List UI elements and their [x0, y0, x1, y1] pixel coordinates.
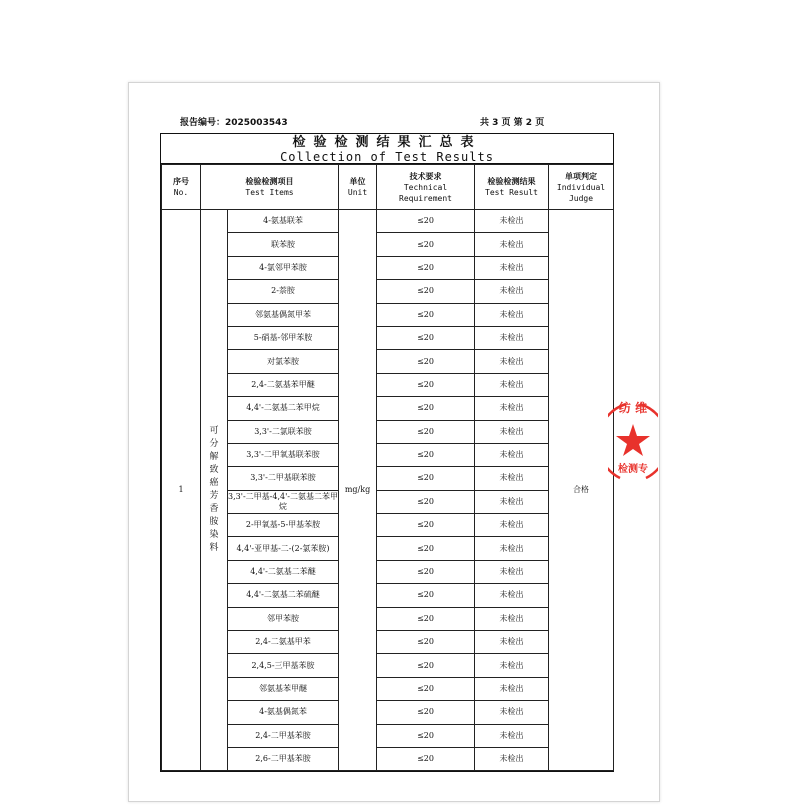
- result-cell: 未检出: [475, 373, 549, 396]
- table-row: [162, 326, 614, 349]
- table-row: [162, 677, 614, 700]
- table-row: [162, 280, 614, 303]
- table-row: [162, 724, 614, 747]
- requirement-cell: ≤20: [377, 677, 475, 700]
- test-item: 邻氨基苯甲醚: [228, 677, 339, 700]
- test-item: 4-氨基偶氮苯: [228, 701, 339, 724]
- table-row: [162, 607, 614, 630]
- result-cell: 未检出: [475, 607, 549, 630]
- test-item: 邻甲苯胺: [228, 607, 339, 630]
- test-item: 4,4'-二氨基二苯醚: [228, 560, 339, 583]
- requirement-cell: ≤20: [377, 560, 475, 583]
- test-item: 4-氯邻甲苯胺: [228, 256, 339, 279]
- header-row: [162, 165, 614, 210]
- result-cell: 未检出: [475, 490, 549, 513]
- result-cell: 未检出: [475, 537, 549, 560]
- requirement-cell: ≤20: [377, 584, 475, 607]
- result-cell: 未检出: [475, 560, 549, 583]
- col-requirement: 技术要求 Technical Requirement: [377, 165, 475, 210]
- result-cell: 未检出: [475, 747, 549, 770]
- table-row: [162, 537, 614, 560]
- table-row: [162, 654, 614, 677]
- test-item: 3,3'-二甲氧基联苯胺: [228, 443, 339, 466]
- table-title: [161, 134, 613, 164]
- col-result: 检验检测结果 Test Result: [475, 165, 549, 210]
- result-cell: 未检出: [475, 420, 549, 443]
- table-row: [162, 420, 614, 443]
- test-item: 2-甲氧基-5-甲基苯胺: [228, 514, 339, 537]
- judge-cell: 合格: [549, 210, 614, 771]
- svg-text:检测专: 检测专: [618, 464, 648, 475]
- table-title-cn: 检验检测结果汇总表: [292, 135, 482, 150]
- table-row: [162, 210, 614, 233]
- test-item: 2,4-二甲基苯胺: [228, 724, 339, 747]
- table-row: [162, 397, 614, 420]
- requirement-cell: ≤20: [377, 724, 475, 747]
- result-cell: 未检出: [475, 724, 549, 747]
- table-row: [162, 560, 614, 583]
- table-row: [162, 631, 614, 654]
- group-number: 1: [162, 210, 201, 771]
- table-row: [162, 514, 614, 537]
- table-row: [162, 701, 614, 724]
- svg-text:纺 维: 纺 维: [618, 401, 648, 415]
- result-cell: 未检出: [475, 584, 549, 607]
- result-cell: 未检出: [475, 326, 549, 349]
- table-row: [162, 350, 614, 373]
- table-row: [162, 256, 614, 279]
- test-item: 邻氨基偶氮甲苯: [228, 303, 339, 326]
- result-cell: 未检出: [475, 233, 549, 256]
- test-item: 3,3'-二甲基-4,4'-二氨基二苯甲烷: [228, 490, 339, 513]
- table-row: [162, 373, 614, 396]
- requirement-cell: ≤20: [377, 233, 475, 256]
- result-cell: 未检出: [475, 303, 549, 326]
- test-item: 3,3'-二甲基联苯胺: [228, 467, 339, 490]
- report-number: 报告编号：2025003543: [180, 118, 288, 128]
- result-cell: 未检出: [475, 256, 549, 279]
- requirement-cell: ≤20: [377, 747, 475, 770]
- requirement-cell: ≤20: [377, 280, 475, 303]
- table-row: [162, 303, 614, 326]
- result-cell: 未检出: [475, 443, 549, 466]
- test-item: 4,4'-亚甲基-二-(2-氯苯胺): [228, 537, 339, 560]
- result-cell: 未检出: [475, 210, 549, 233]
- test-item: 2,6-二甲基苯胺: [228, 747, 339, 770]
- col-items: 检验检测项目 Test Items: [201, 165, 339, 210]
- requirement-cell: ≤20: [377, 397, 475, 420]
- test-item: 对氯苯胺: [228, 350, 339, 373]
- official-seal: [608, 392, 658, 492]
- result-cell: 未检出: [475, 631, 549, 654]
- requirement-cell: ≤20: [377, 607, 475, 630]
- test-item: 4,4'-二氨基二苯硫醚: [228, 584, 339, 607]
- requirement-cell: ≤20: [377, 701, 475, 724]
- test-item: 3,3'-二氯联苯胺: [228, 420, 339, 443]
- requirement-cell: ≤20: [377, 631, 475, 654]
- col-judge: 单项判定 Individual Judge: [549, 165, 614, 210]
- test-item: 联苯胺: [228, 233, 339, 256]
- result-cell: 未检出: [475, 350, 549, 373]
- table-row: [162, 584, 614, 607]
- result-cell: 未检出: [475, 467, 549, 490]
- page-count: 共 3 页 第 2 页: [480, 118, 545, 128]
- category-label: 可分解致癌芳香胺染料: [209, 426, 219, 554]
- result-cell: 未检出: [475, 397, 549, 420]
- test-item: 5-硝基-邻甲苯胺: [228, 326, 339, 349]
- result-cell: 未检出: [475, 701, 549, 724]
- test-item: 2-萘胺: [228, 280, 339, 303]
- requirement-cell: ≤20: [377, 654, 475, 677]
- category-cell: [201, 210, 228, 771]
- test-item: 4,4'-二氨基二苯甲烷: [228, 397, 339, 420]
- requirement-cell: ≤20: [377, 490, 475, 513]
- requirement-cell: ≤20: [377, 514, 475, 537]
- col-unit: 单位 Unit: [339, 165, 377, 210]
- table-row: [162, 467, 614, 490]
- requirement-cell: ≤20: [377, 420, 475, 443]
- requirement-cell: ≤20: [377, 467, 475, 490]
- test-item: 4-氨基联苯: [228, 210, 339, 233]
- table-row: [162, 490, 614, 513]
- result-cell: 未检出: [475, 514, 549, 537]
- table-row: [162, 443, 614, 466]
- requirement-cell: ≤20: [377, 443, 475, 466]
- requirement-cell: ≤20: [377, 303, 475, 326]
- result-cell: 未检出: [475, 654, 549, 677]
- requirement-cell: ≤20: [377, 326, 475, 349]
- requirement-cell: ≤20: [377, 210, 475, 233]
- table-row: [162, 747, 614, 770]
- test-item: 2,4-二氨基甲苯: [228, 631, 339, 654]
- results-table-frame: [160, 133, 614, 772]
- requirement-cell: ≤20: [377, 350, 475, 373]
- result-cell: 未检出: [475, 280, 549, 303]
- test-item: 2,4,5-三甲基苯胺: [228, 654, 339, 677]
- requirement-cell: ≤20: [377, 256, 475, 279]
- table-row: [162, 233, 614, 256]
- test-item: 2,4-二氨基苯甲醚: [228, 373, 339, 396]
- results-table: [161, 164, 614, 771]
- unit-cell: mg/kg: [339, 210, 377, 771]
- requirement-cell: ≤20: [377, 537, 475, 560]
- col-seq: 序号 No.: [162, 165, 201, 210]
- result-cell: 未检出: [475, 677, 549, 700]
- table-title-en: Collection of Test Results: [280, 150, 494, 164]
- requirement-cell: ≤20: [377, 373, 475, 396]
